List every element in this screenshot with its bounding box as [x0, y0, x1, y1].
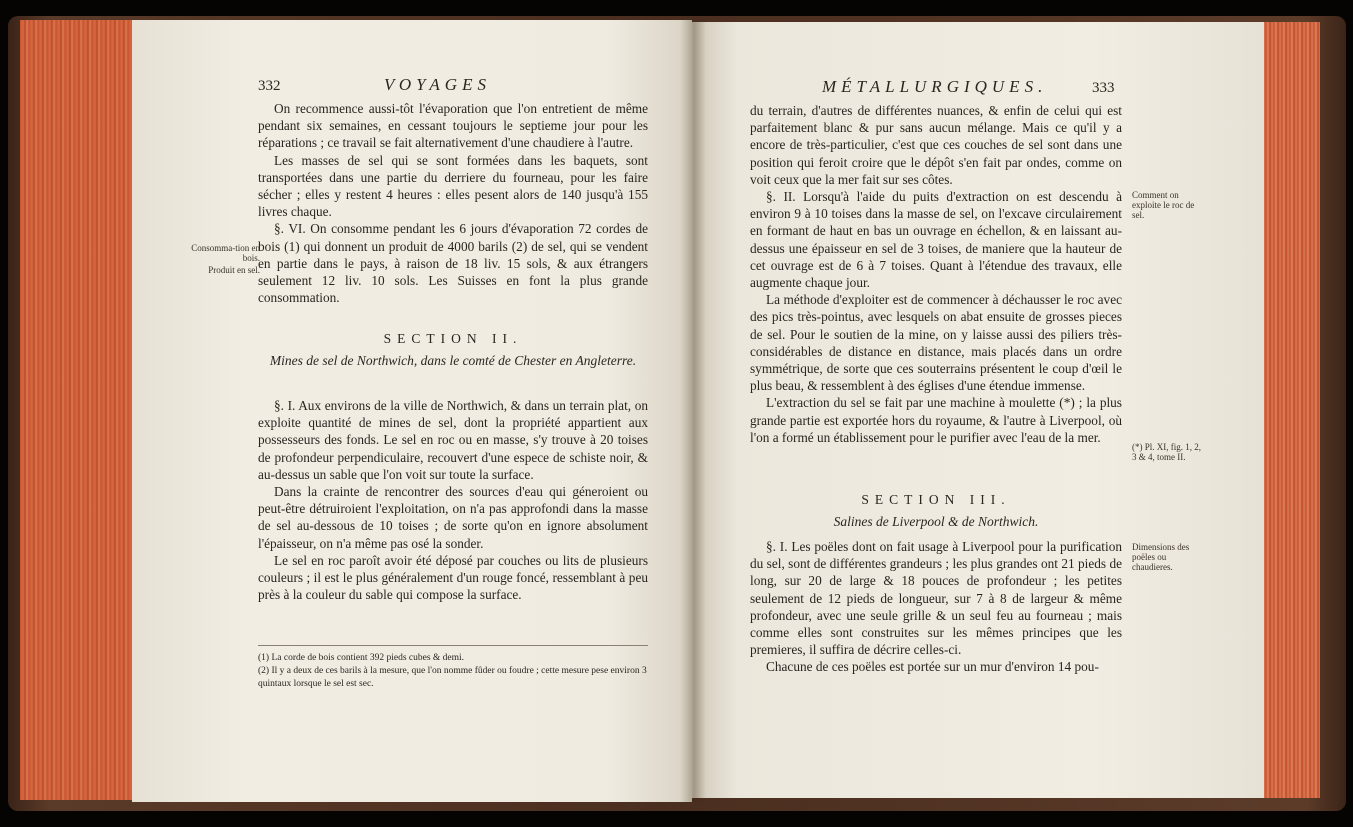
book-gutter	[680, 20, 706, 802]
paragraph: du terrain, d'autres de différentes nuances, & enfin de celui qui est parfaitement blanc & pur sans aucun mélange. Mais ce qu'il y a encore de très-particulier, c'est que ces couches de sel sont dans une position qui feroit croire que le dépôt s'en fait par ondes, comme on voit ceux que la mer fait sur ses côtes.	[750, 103, 1122, 187]
left-body-top	[258, 100, 648, 306]
margin-note-produit: Produit en sel.	[208, 265, 260, 275]
paragraph: Les masses de sel qui se sont formées dans les baquets, sont transportées dans une partie du derriere du fourneau, pour les faire sécher ; elles y restent 4 heures : elles pesent alors de 140 jusqu'à 155 livres chaque.	[258, 152, 648, 220]
right-body-bottom	[750, 538, 1122, 676]
paragraph: L'extraction du sel se fait par une machine à moulette (*) ; la plus grande partie est exportée hors du royaume, & l'autre à Liverpool, où l'on a formé un établissement pour le purifier avec l'eau de la mer.	[750, 395, 1122, 445]
right-page-number: 333	[1092, 80, 1115, 96]
paragraph: Chacune de ces poëles est portée sur un mur d'environ 14 pou-	[766, 659, 1099, 675]
left-page	[132, 20, 692, 802]
right-running-head: MÉTALLURGIQUES.	[822, 77, 1048, 96]
right-section-subtitle: Salines de Liverpool & de Northwich.	[833, 514, 1039, 529]
left-section-subtitle: Mines de sel de Northwich, dans le comté de Chester en Angleterre.	[269, 353, 637, 368]
footnote-rule	[258, 645, 648, 646]
margin-note-dimensions: Dimensions des poëles ou chaudieres.	[1132, 542, 1190, 572]
footnote: (2) Il y a deux de ces barils à la mesure, que l'on nomme fûder ou foudre ; cette mesure pese environ 3 quintaux lorsque le sel est sec.	[258, 666, 647, 689]
paragraph: Le sel en roc paroît avoir été déposé par couches ou lits de plusieurs couleurs ; il est le plus généralement d'un rouge foncé, ressemblant à peu près à la couleur du sable qui compose la surface.	[258, 552, 648, 603]
right-section-title: SECTION III.	[861, 492, 1011, 507]
footnote: (1) La corde de bois contient 392 pieds cubes & demi.	[258, 653, 465, 663]
margin-note-plate: (*) Pl. XI, fig. 1, 2, 3 & 4, tome II.	[1132, 442, 1201, 462]
paragraph: On recommence aussi-tôt l'évaporation que l'on entretient de même pendant six semaines, en cessant toujours le septieme jour pour les réparations ; ce travail se fait alternativement d'une chaudiere à l'autre.	[258, 101, 648, 151]
paragraph: §. I. Les poëles dont on fait usage à Liverpool pour la purification du sel, sont de différentes grandeurs ; les plus grandes ont 21 pieds de long, sur 20 de large & 18 pouces de profondeur ; les petites seulement de 12 pieds de longueur, sur 7 à 8 de largeur & même profondeur, avec une seule grille & un seul feu au fourneau ; mais comme elles sont construites sur les mêmes principes que les premieres, il suffira de décrire celles-ci.	[750, 539, 1122, 658]
right-body-top	[750, 102, 1122, 446]
left-running-head: VOYAGES	[384, 75, 491, 94]
left-footnotes	[258, 652, 648, 691]
paragraph: §. I. Aux environs de la ville de Northwich, & dans un terrain plat, on exploite quantité de mines de sel, dont la propriété appartient aux possesseurs des fonds. Le sel en roc ou en masse, s'y trouve à 20 toises de profondeur perpendiculaire, recouvert d'une espece de schiste noir, & au-dessus un sable que l'on voit sur toute la surface.	[258, 398, 648, 482]
left-body-bottom	[258, 397, 648, 603]
paragraph: La méthode d'exploiter est de commencer à déchausser le roc avec des pics très-pointus, avec lesquels on abat ensuite de grosses pieces de sel. Pour le soutien de la mine, on y laisse aussi des piliers très-considérables de distance en distance, mais placés dans un ordre symmétrique, de sorte que ces souterrains présentent le coup d'œil le plus beau, & ressemblent à des églises d'une étendue immense.	[750, 292, 1122, 394]
page-edges-left	[20, 20, 140, 800]
paragraph: §. II. Lorsqu'à l'aide du puits d'extraction on est descendu à environ 9 à 10 toises dans la masse de sel, on l'excave circulairement en formant de haut en bas un ouvrage en échellon, & en laissant au-dessus une épaisseur en sel de 3 toises, de maniere que la hauteur de cet ouvrage est de 6 à 7 toises. Quant à l'étendue des travaux, elle augmente chaque jour.	[750, 189, 1122, 291]
right-page	[692, 22, 1264, 798]
left-section-title: SECTION II.	[383, 331, 523, 346]
margin-note-comment: Comment on exploite le roc de sel.	[1132, 190, 1195, 220]
left-page-number: 332	[258, 78, 281, 94]
paragraph: Dans la crainte de rencontrer des sources d'eau qui géneroient ou peut-être détruiroient l'exploitation, on n'a pas approfondi dans la masse de sel au-dessous de 10 toises ; de sorte qu'on en ignore absolument l'épaisseur, on n'a même pas osé la sonder.	[258, 484, 648, 551]
margin-note-consommation: Consomma-tion en bois.	[191, 243, 260, 263]
paragraph: §. VI. On consomme pendant les 6 jours d'évaporation 72 cordes de bois (1) qui donnent un produit de 4000 barils (2) de sel, qui se vendent en partie dans le pays, à raison de 18 liv. 15 sols, & aux étrangers seulement 12 liv. 10 sols. Les Suisses en font la plus grande consommation.	[258, 221, 648, 306]
